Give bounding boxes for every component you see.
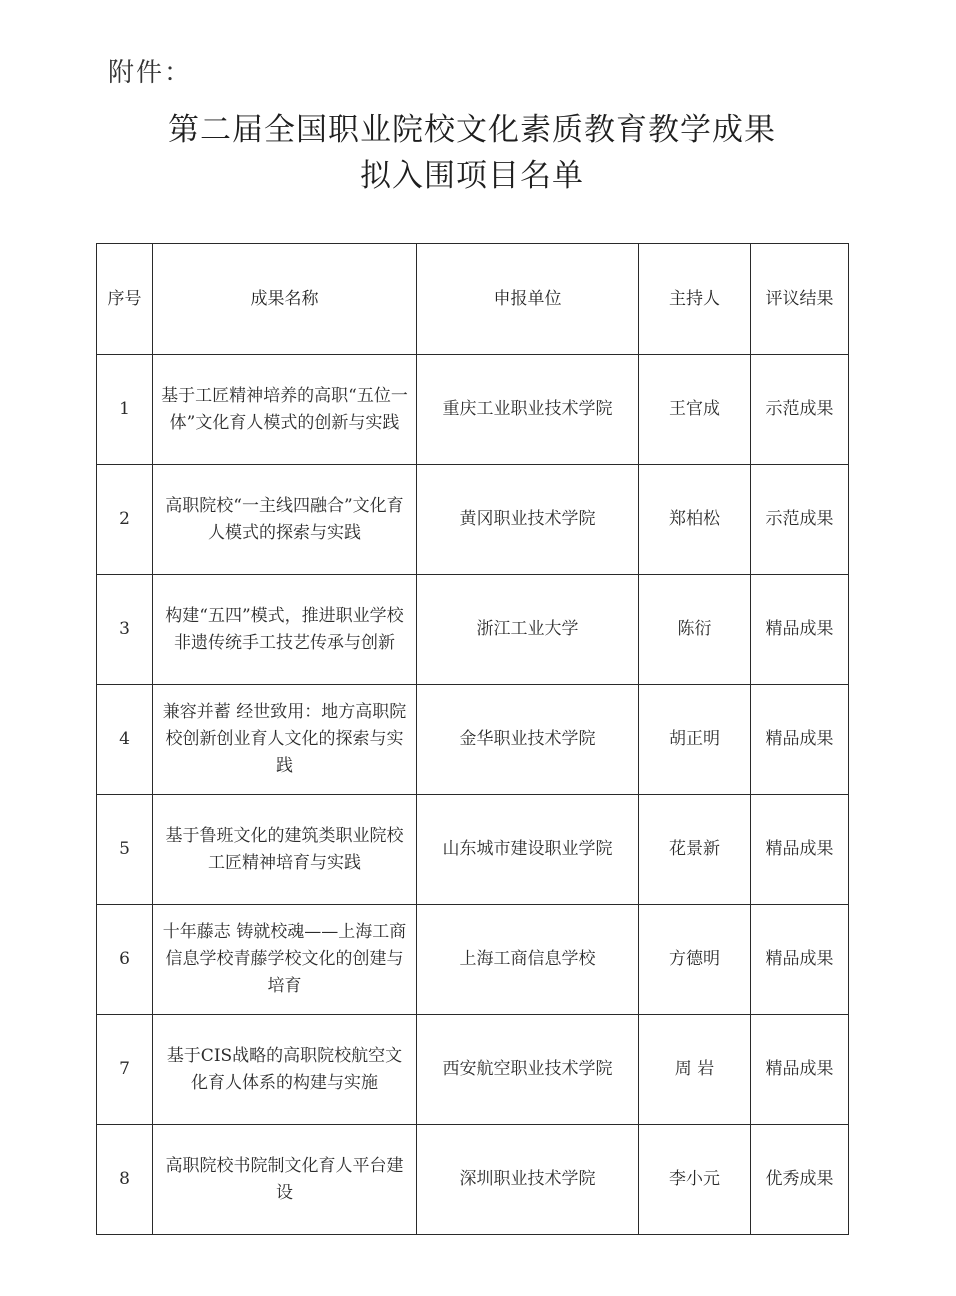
- attachment-label: 附件：: [108, 58, 193, 88]
- table-row: [97, 1015, 849, 1125]
- row-result: 示范成果: [751, 465, 849, 575]
- row-unit: 山东城市建设职业学院: [417, 795, 639, 905]
- row-name: 高职院校“一主线四融合”文化育人模式的探索与实践: [153, 465, 417, 575]
- row-name: 高职院校书院制文化育人平台建设: [153, 1125, 417, 1235]
- row-no: 7: [97, 1015, 153, 1125]
- row-unit: 西安航空职业技术学院: [417, 1015, 639, 1125]
- document-title: 第二届全国职业院校文化素质教育教学成果: [168, 112, 776, 148]
- row-unit: 重庆工业职业技术学院: [417, 355, 639, 465]
- table-header-row: [97, 244, 849, 355]
- row-no: 1: [97, 355, 153, 465]
- row-result: 示范成果: [751, 355, 849, 465]
- row-name: 基于CIS战略的高职院校航空文化育人体系的构建与实施: [153, 1015, 417, 1125]
- row-host: 陈衍: [639, 575, 751, 685]
- header-name: 成果名称: [153, 244, 417, 355]
- row-result: 精品成果: [751, 685, 849, 795]
- table-row: [97, 575, 849, 685]
- row-host: 花景新: [639, 795, 751, 905]
- row-host: 方德明: [639, 905, 751, 1015]
- row-host: 李小元: [639, 1125, 751, 1235]
- row-no: 5: [97, 795, 153, 905]
- header-no: 序号: [97, 244, 153, 355]
- header-unit: 申报单位: [417, 244, 639, 355]
- row-unit: 浙江工业大学: [417, 575, 639, 685]
- table-row: [97, 465, 849, 575]
- row-result: 精品成果: [751, 1015, 849, 1125]
- row-no: 2: [97, 465, 153, 575]
- header-result: 评议结果: [751, 244, 849, 355]
- row-host: 王官成: [639, 355, 751, 465]
- document-subtitle: 拟入围项目名单: [360, 158, 584, 194]
- row-result: 精品成果: [751, 905, 849, 1015]
- row-name: 构建“五四”模式，推进职业学校非遗传统手工技艺传承与创新: [153, 575, 417, 685]
- row-host: 郑柏松: [639, 465, 751, 575]
- row-result: 精品成果: [751, 795, 849, 905]
- row-no: 3: [97, 575, 153, 685]
- row-result: 优秀成果: [751, 1125, 849, 1235]
- row-name: 基于鲁班文化的建筑类职业院校工匠精神培育与实践: [153, 795, 417, 905]
- row-unit: 金华职业技术学院: [417, 685, 639, 795]
- row-name: 十年藤志 铸就校魂——上海工商信息学校青藤学校文化的创建与培育: [153, 905, 417, 1015]
- table-row: [97, 355, 849, 465]
- row-unit: 黄冈职业技术学院: [417, 465, 639, 575]
- table-row: [97, 795, 849, 905]
- row-unit: 上海工商信息学校: [417, 905, 639, 1015]
- row-name: 兼容并蓄 经世致用：地方高职院校创新创业育人文化的探索与实践: [153, 685, 417, 795]
- table-row: [97, 1125, 849, 1235]
- table-row: [97, 905, 849, 1015]
- header-host: 主持人: [639, 244, 751, 355]
- row-no: 8: [97, 1125, 153, 1235]
- row-no: 6: [97, 905, 153, 1015]
- row-host: 胡正明: [639, 685, 751, 795]
- project-list-table: [96, 243, 849, 1235]
- row-unit: 深圳职业技术学院: [417, 1125, 639, 1235]
- row-host: 周 岩: [639, 1015, 751, 1125]
- row-name: 基于工匠精神培养的高职“五位一体”文化育人模式的创新与实践: [153, 355, 417, 465]
- table-row: [97, 685, 849, 795]
- row-result: 精品成果: [751, 575, 849, 685]
- row-no: 4: [97, 685, 153, 795]
